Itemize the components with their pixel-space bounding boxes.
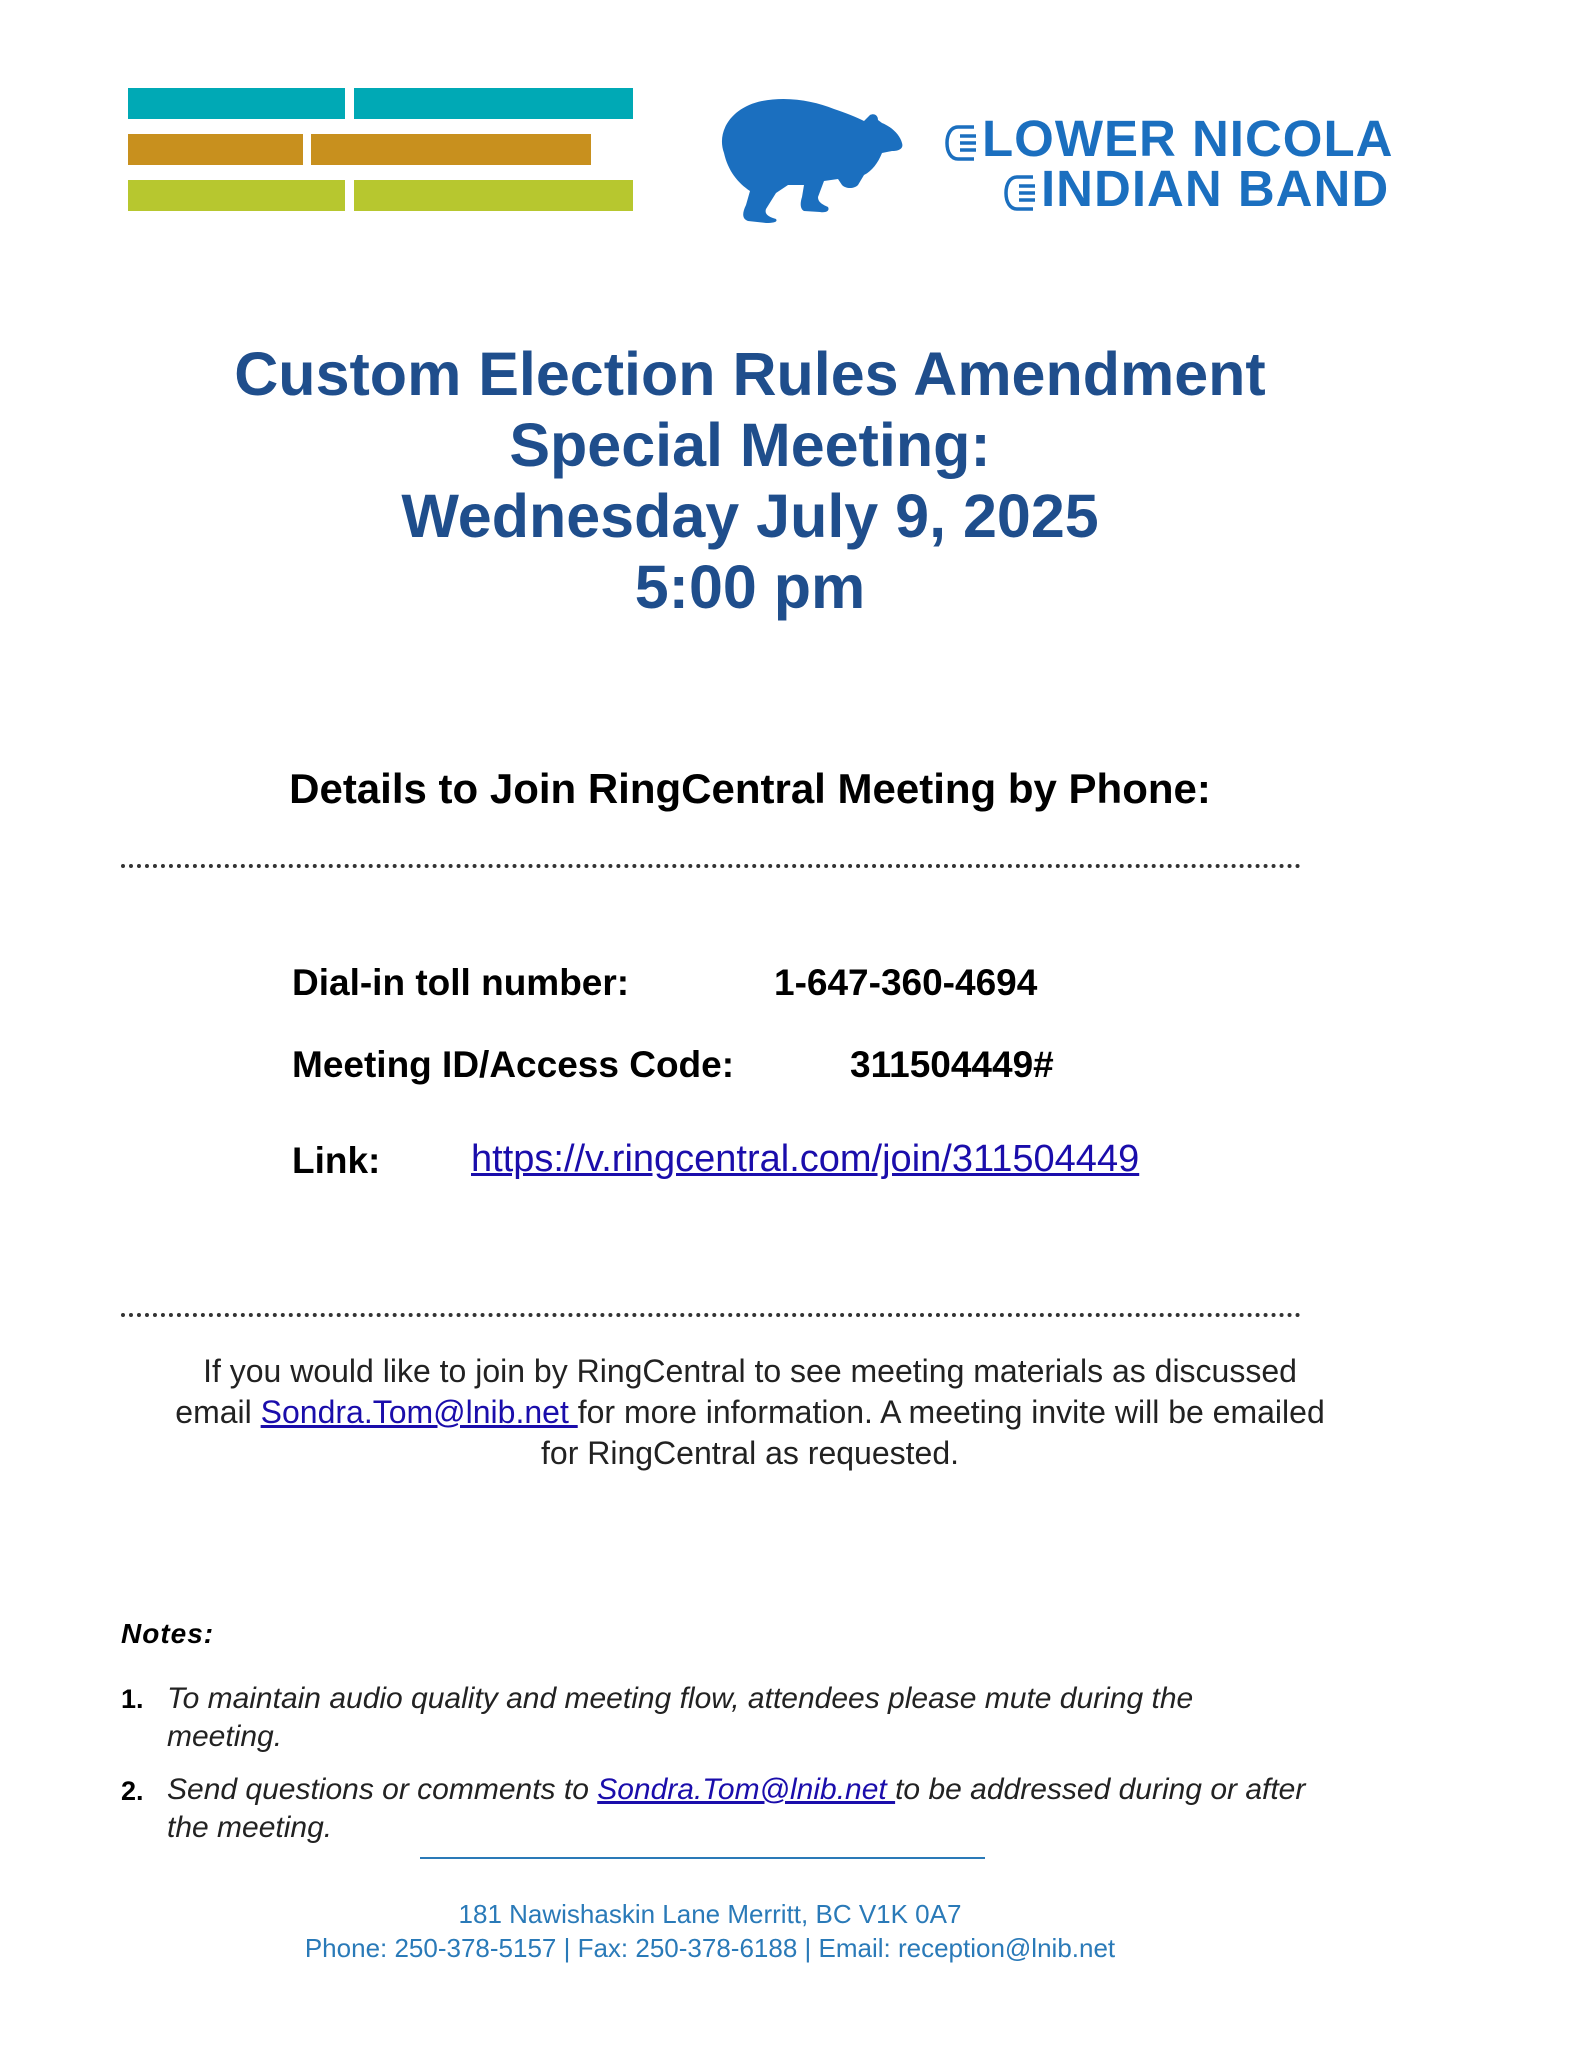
meeting-id-label: Meeting ID/Access Code: xyxy=(292,1044,735,1085)
dial-in-value: 1-647-360-4694 xyxy=(774,962,1038,1003)
green-bar xyxy=(354,180,633,211)
title-line-4: 5:00 pm xyxy=(634,553,866,621)
band-name-line2 xyxy=(1003,160,1390,217)
bear-icon xyxy=(706,93,906,223)
info-paragraph xyxy=(100,1351,1400,1474)
orange-bar xyxy=(128,134,303,165)
band-name-line1 xyxy=(944,110,1394,167)
band-name-text: LOWER NICOLA xyxy=(982,110,1394,167)
info-line-3: for RingCentral as requested. xyxy=(541,1435,959,1471)
info-text: email xyxy=(175,1394,261,1430)
note-number: 2. xyxy=(121,1776,144,1806)
footer-contact: Phone: 250-378-5157 | Fax: 250-378-6188 | Email: reception@lnib.net xyxy=(304,1933,1116,1963)
logo-mark-icon xyxy=(1003,174,1039,212)
logo-mark-icon xyxy=(944,124,980,162)
email-link[interactable]: Sondra.Tom@lnib.net xyxy=(597,1773,896,1806)
link-label: Link: xyxy=(292,1140,381,1181)
note-text-part: to be addressed during or after the meeting. xyxy=(167,1773,1306,1844)
dotted-divider xyxy=(121,1313,1301,1317)
note-text: To maintain audio quality and meeting flow, attendees please mute during the meeting. xyxy=(167,1682,1194,1753)
note-text-part: Send questions or comments to xyxy=(167,1773,598,1806)
info-line-2 xyxy=(100,1392,1400,1433)
footer-divider xyxy=(420,1857,985,1859)
info-line-1: If you would like to join by RingCentral to see meeting materials as discussed xyxy=(203,1353,1297,1389)
footer-address: 181 Nawishaskin Lane Merritt, BC V1K 0A7 xyxy=(458,1899,962,1929)
green-bar xyxy=(128,180,345,211)
note-text xyxy=(167,1771,1307,1847)
join-heading: Details to Join RingCentral Meeting by Phone: xyxy=(289,765,1211,812)
band-name-text: INDIAN BAND xyxy=(1041,160,1390,217)
teal-bar xyxy=(128,88,345,119)
info-text: for more information. A meeting invite will be emailed xyxy=(577,1394,1325,1430)
dial-in-label: Dial-in toll number: xyxy=(292,962,630,1003)
teal-bar xyxy=(354,88,633,119)
email-link[interactable]: Sondra.Tom@lnib.net xyxy=(260,1394,578,1430)
note-number: 1. xyxy=(121,1684,144,1714)
meeting-id-value: 311504449# xyxy=(850,1044,1054,1085)
title-line-3: Wednesday July 9, 2025 xyxy=(401,482,1099,550)
title-line-1: Custom Election Rules Amendment xyxy=(234,340,1266,408)
meeting-link[interactable]: https://v.ringcentral.com/join/311504449 xyxy=(471,1138,1140,1180)
orange-bar xyxy=(311,134,591,165)
notes-heading: Notes: xyxy=(121,1618,215,1649)
dotted-divider xyxy=(121,864,1301,868)
title-line-2: Special Meeting: xyxy=(509,411,991,479)
